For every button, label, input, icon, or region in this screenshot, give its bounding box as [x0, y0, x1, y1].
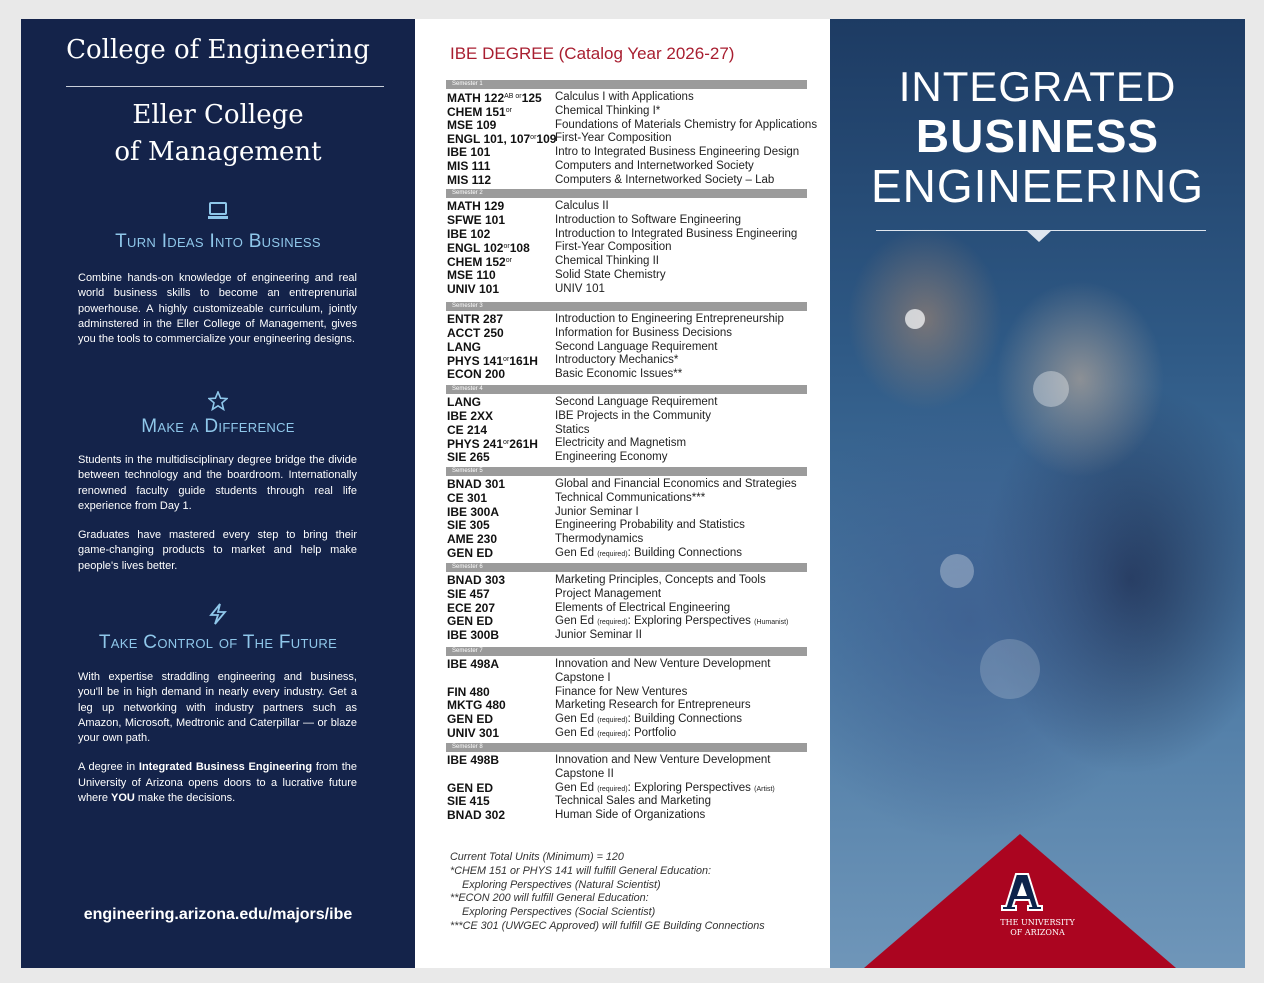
semester-header	[446, 743, 807, 752]
course-row	[447, 628, 817, 642]
course-row	[447, 505, 817, 519]
chevron-down-icon	[1026, 230, 1052, 242]
semester-label: Semester 5	[452, 468, 483, 474]
university-logo	[1000, 872, 1044, 912]
university-name: THE UNIVERSITY OF ARIZONA	[1000, 918, 1075, 937]
course-code: BNAD 303	[447, 573, 506, 587]
course-name: Chemical Thinking I*	[555, 104, 661, 117]
course-row	[447, 104, 817, 118]
eller-line1: Eller College	[132, 100, 304, 130]
course-row	[447, 753, 817, 767]
course-name: Chemical Thinking II	[555, 255, 659, 268]
footnote: Exploring Perspectives (Social Scientist)	[462, 906, 656, 919]
course-code: GEN ED	[447, 712, 494, 727]
course-name: First-Year Composition	[555, 132, 672, 145]
semester-header	[446, 467, 807, 476]
course-row	[447, 268, 817, 282]
course-code: ENGL $102^{or}108$	[447, 241, 530, 256]
course-code: GEN ED	[447, 780, 494, 795]
section-heading: Turn Ideas Into Business	[115, 231, 321, 252]
course-code: CE 214	[447, 422, 488, 437]
course-row	[447, 395, 817, 409]
cover-panel	[830, 19, 1245, 968]
course-name: Technical Communications***	[555, 491, 706, 504]
light-orb	[980, 639, 1040, 699]
course-code: ECE 207	[447, 600, 496, 615]
paragraph: Graduates have mastered every step to bring their game-changing products to market and help make people's lives better.	[78, 529, 357, 572]
degree-title: IBE DEGREE (Catalog Year 2026-27)	[450, 44, 735, 63]
section-body	[78, 453, 357, 588]
course-row	[447, 573, 817, 587]
course-name: Intro to Integrated Business Engineering Design	[555, 146, 800, 159]
course-row	[447, 657, 817, 671]
course-code: UNIV 101	[447, 281, 500, 296]
program-url-link[interactable]: engineering.arizona.edu/majors/ibe	[83, 906, 353, 923]
course-row	[447, 213, 817, 227]
course-code: MSE 109	[447, 117, 497, 132]
course-name: Gen Ed (required): Exploring Perspectives (Artist)	[555, 781, 775, 794]
eller-line2: of Management	[114, 137, 322, 167]
course-code: AME 230	[447, 532, 498, 547]
course-name: Solid State Chemistry	[555, 269, 666, 281]
course-name: Engineering Economy	[555, 451, 668, 464]
course-code: CHEM $151^{or}$	[447, 104, 512, 119]
lightning-icon	[21, 603, 415, 631]
course-row	[447, 794, 817, 808]
course-name: Marketing Research for Entrepreneurs	[555, 699, 751, 712]
course-row	[447, 254, 817, 268]
course-row	[447, 282, 817, 296]
course-code: SIE 305	[447, 518, 490, 533]
star-icon	[21, 391, 415, 417]
course-row	[447, 712, 817, 726]
course-row	[447, 353, 817, 367]
course-code: UNIV 301	[447, 726, 500, 740]
paragraph: With expertise straddling engineering and business, you'll be in high demand in nearly every industry. Get a leg up networking with industry partners such as Amazon, Microsoft, Medtronic and Caterpillar — or blaze your own path.	[78, 671, 357, 745]
course-row	[447, 131, 817, 145]
course-row	[447, 726, 817, 740]
paragraph: Combine hands-on knowledge of engineering and real world business skills to become an entreprenurial powerhouse. A highly customizeable curriculum, jointly adminstered in the Eller College of Management, gives you the tools to commercialize your engineering designs.	[78, 272, 357, 346]
course-row	[447, 614, 817, 628]
semester-label: Semester 4	[452, 386, 483, 392]
section-heading: Take Control of The Future	[98, 632, 338, 653]
course-name: Statics	[555, 423, 590, 436]
laptop-icon	[21, 201, 415, 227]
course-name: Introduction to Software Engineering	[555, 213, 742, 226]
course-code: PHYS $141^{or}161H$	[447, 354, 538, 369]
course-row	[447, 326, 817, 340]
course-row	[447, 159, 817, 173]
course-code: LANG	[447, 339, 481, 354]
left-panel	[21, 19, 415, 968]
course-name: IBE Projects in the Community	[555, 409, 711, 422]
course-code: CHEM $152^{or}$	[447, 255, 512, 270]
course-row	[447, 367, 817, 381]
course-code: IBE 498A	[447, 657, 500, 671]
course-code: SIE 457	[447, 586, 490, 601]
title-integrated: INTEGRATED	[898, 63, 1177, 110]
course-code: MIS 111	[447, 159, 491, 173]
college-of-engineering-title: College of Engineering	[66, 35, 370, 65]
course-code: MSE 110	[447, 268, 496, 282]
course-code: ACCT 250	[447, 325, 504, 340]
course-code: MKTG 480	[447, 698, 506, 713]
course-code: IBE 498B	[447, 753, 500, 767]
section-body	[78, 670, 357, 820]
course-code: IBE 2XX	[447, 408, 494, 423]
light-orb	[905, 309, 925, 329]
course-code: IBE 101	[447, 145, 491, 160]
footnote: **ECON 200 will fulfill General Education:	[450, 892, 649, 905]
course-row	[447, 199, 817, 213]
course-name: Calculus I with Applications	[555, 91, 694, 103]
course-code: SIE 415	[447, 794, 490, 809]
course-code: IBE 300A	[447, 504, 500, 519]
course-row	[447, 767, 817, 781]
course-row	[447, 409, 817, 423]
course-row	[447, 671, 817, 685]
course-row	[447, 450, 817, 464]
course-row	[447, 340, 817, 354]
course-row	[447, 532, 817, 546]
semester-header	[446, 189, 807, 198]
course-name: Introduction to Integrated Business Engineering	[555, 227, 798, 240]
course-name: UNIV 101	[555, 282, 605, 295]
title-business: BUSINESS	[915, 110, 1160, 162]
course-name: Junior Seminar II	[555, 629, 642, 642]
divider	[66, 86, 384, 87]
course-name: Project Management	[555, 587, 662, 600]
footnote: *CHEM 151 or PHYS 141 will fulfill General Education:	[450, 864, 712, 877]
course-code: ECON 200	[447, 367, 506, 382]
course-row	[447, 477, 817, 491]
course-name: Human Side of Organizations	[555, 809, 706, 822]
semester-header	[446, 647, 807, 656]
course-name: Gen Ed (required): Building Connections	[555, 547, 742, 559]
course-name: Capstone II	[555, 767, 614, 780]
course-name: Foundations of Materials Chemistry for Applications	[555, 118, 818, 131]
semester-label: Semester 6	[452, 564, 483, 570]
course-name: Innovation and New Venture Development	[555, 658, 771, 670]
course-name: Finance for New Ventures	[555, 685, 688, 698]
course-code: MATH 129	[447, 199, 505, 213]
course-name: Information for Business Decisions	[555, 326, 733, 339]
course-name: Elements of Electrical Engineering	[555, 601, 731, 614]
section-body	[78, 271, 357, 361]
course-row	[447, 436, 817, 450]
course-name: Introductory Mechanics*	[555, 354, 679, 367]
course-row	[447, 173, 817, 187]
course-code: SFWE 101	[447, 212, 506, 227]
course-row	[447, 698, 817, 712]
course-row	[447, 227, 817, 241]
course-code: FIN 480	[447, 684, 490, 699]
course-row	[447, 808, 817, 822]
course-row	[447, 118, 817, 132]
course-code: ENGL 101, $107^{or}109$	[447, 132, 557, 147]
course-name: First-Year Composition	[555, 241, 672, 254]
course-row	[447, 546, 817, 560]
course-row	[447, 601, 817, 615]
course-row	[447, 423, 817, 437]
paragraph: Students in the multidisciplinary degree bridge the divide between technology and the boardroom. Internationally renowned faculty guide students through real life experience from Day 1.	[78, 454, 357, 512]
course-row	[447, 781, 817, 795]
course-name: Junior Seminar I	[555, 505, 639, 518]
course-row	[447, 518, 817, 532]
semester-label: Semester 2	[452, 190, 483, 196]
closing-paragraph: A degree in Integrated Business Engineering from the University of Arizona opens doors to a lucrative future where YOU make the decisions.	[78, 761, 357, 805]
footnote: ***CE 301 (UWGEC Approved) will fulfill GE Building Connections	[450, 919, 765, 932]
course-row	[447, 145, 817, 159]
semester-label: Semester 3	[452, 303, 483, 309]
course-code: LANG	[447, 395, 481, 409]
semester-header	[446, 80, 807, 89]
course-name: Gen Ed (required): Building Connections	[555, 713, 742, 726]
course-code: IBE 300B	[447, 628, 500, 643]
semester-header	[446, 385, 807, 394]
course-code: GEN ED	[447, 546, 494, 560]
semester-label: Semester 1	[452, 81, 483, 87]
course-code: CE 301	[447, 490, 488, 505]
course-name: Computers and Internetworked Society	[555, 160, 754, 172]
course-name: Marketing Principles, Concepts and Tools	[555, 574, 766, 586]
course-name: Technical Sales and Marketing	[555, 795, 711, 808]
eller-college-title	[21, 97, 415, 171]
course-name: Introduction to Engineering Entrepreneurship	[555, 313, 784, 325]
semester-header	[446, 563, 807, 572]
course-code: BNAD 302	[447, 808, 506, 823]
course-name: Second Language Requirement	[555, 396, 718, 408]
degree-plan-panel	[415, 19, 830, 968]
course-name: Computers & Internetworked Society – Lab	[555, 173, 775, 186]
course-name: Innovation and New Venture Development	[555, 754, 771, 766]
course-code: PHYS $241^{or}261H$	[447, 437, 538, 452]
course-code: ENTR 287	[447, 312, 504, 326]
course-code: SIE 265	[447, 450, 490, 465]
course-name: Global and Financial Economics and Strategies	[555, 478, 797, 490]
course-name: Second Language Requirement	[555, 340, 718, 353]
light-orb	[1033, 371, 1069, 407]
total-units: Current Total Units (Minimum) = 120	[450, 851, 624, 863]
semester-label: Semester 8	[452, 744, 483, 750]
section-heading: Make a Difference	[141, 416, 295, 437]
title-engineering: ENGINEERING	[870, 160, 1205, 212]
course-row	[447, 491, 817, 505]
semester-header	[446, 302, 807, 311]
course-code: MIS 112	[447, 172, 492, 187]
course-name: Electricity and Magnetism	[555, 437, 687, 450]
course-code: IBE 102	[447, 226, 491, 241]
course-name: Gen Ed (required): Portfolio	[555, 727, 677, 739]
course-row	[447, 90, 817, 104]
light-orb	[940, 554, 974, 588]
course-name: Calculus II	[555, 200, 609, 212]
course-name: Capstone I	[555, 671, 611, 684]
course-name: Gen Ed (required): Exploring Perspectives (Humanist)	[555, 615, 789, 628]
course-row	[447, 240, 817, 254]
course-name: Engineering Probability and Statistics	[555, 519, 745, 532]
footnote: Exploring Perspectives (Natural Scientist)	[462, 878, 661, 891]
course-code: GEN ED	[447, 614, 494, 629]
footnotes	[450, 851, 765, 934]
semester-label: Semester 7	[452, 648, 483, 654]
course-row	[447, 312, 817, 326]
course-code: MATH $122^{AB or}125$	[447, 91, 542, 105]
course-name: Basic Economic Issues**	[555, 368, 683, 381]
course-row	[447, 587, 817, 601]
course-code: BNAD 301	[447, 477, 506, 491]
course-row	[447, 685, 817, 699]
course-name: Thermodynamics	[555, 533, 644, 546]
